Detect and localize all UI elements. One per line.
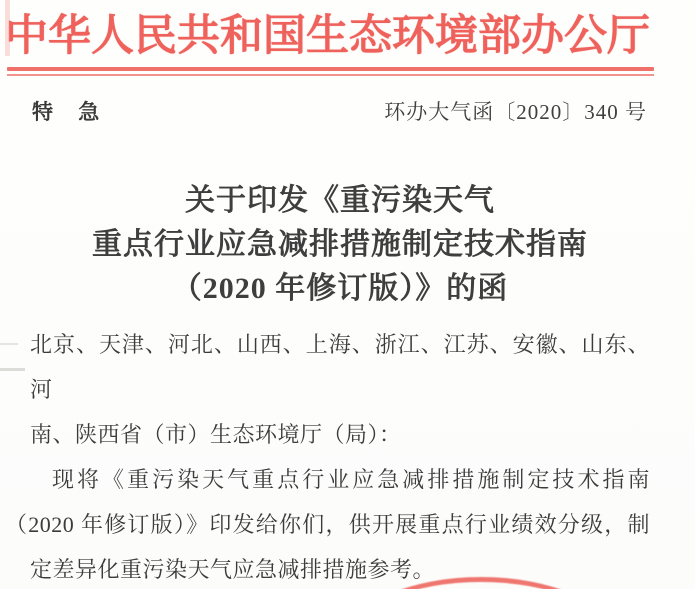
recipients-line-2: 南、陕西省（市）生态环境厅（局）： xyxy=(30,422,402,447)
recipients-line-1: 北京、天津、河北、山西、上海、浙江、江苏、安徽、山东、河 xyxy=(30,332,650,402)
letterhead-divider xyxy=(7,67,654,76)
title-line-2: 重点行业应急减排措施制定技术指南 xyxy=(92,228,588,261)
document-number: 环办大气函〔2020〕340 号 xyxy=(384,100,647,124)
scan-artifact-dash xyxy=(0,343,18,345)
document-meta-row xyxy=(32,96,647,126)
document-title xyxy=(30,179,650,311)
divider-thin-line xyxy=(7,74,654,76)
title-line-3: （2020 年修订版）》的函 xyxy=(171,272,509,305)
paragraph-line-1: 现将《重污染天气重点行业应急减排措施制定技术指南 xyxy=(52,467,650,492)
title-line-1: 关于印发《重污染天气 xyxy=(185,184,495,217)
scan-artifact-dash xyxy=(0,368,25,371)
paragraph-line-2: （2020 年修订版）》印发给你们，供开展重点行业绩效分级，制 xyxy=(5,512,650,537)
paragraph-line-3: 定差异化重污染天气应急减排措施参考。 xyxy=(30,557,436,582)
letterhead-agency-title: 中华人民共和国生态环境部办公厅 xyxy=(5,13,650,60)
document-body xyxy=(5,322,650,589)
urgency-label: 特 急 xyxy=(32,100,102,124)
